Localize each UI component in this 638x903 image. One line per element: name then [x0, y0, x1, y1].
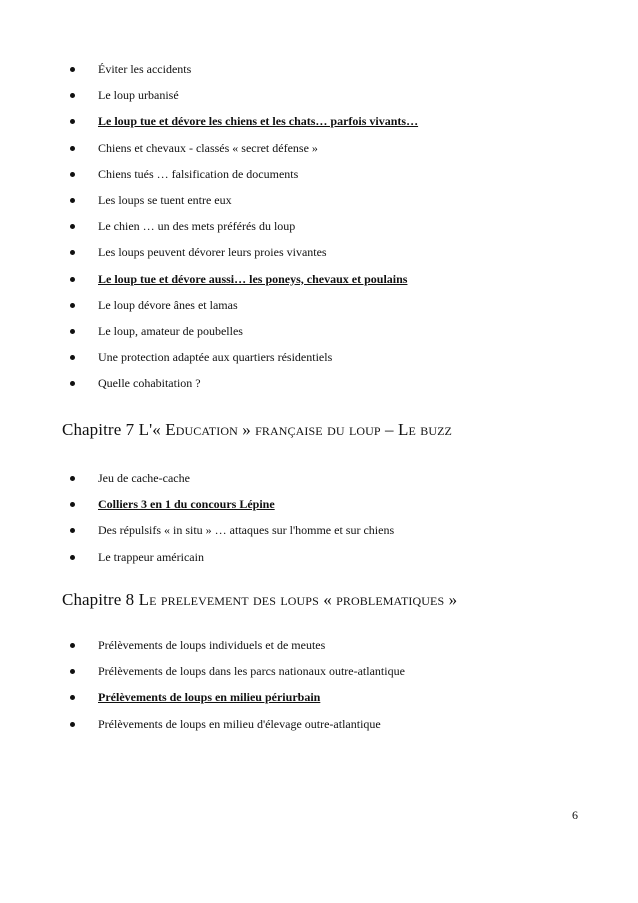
bullet-icon [70, 277, 75, 282]
list-item-text-emphasized: Prélèvements de loups en milieu périurbain [98, 690, 321, 705]
list-item [64, 465, 604, 491]
bullet-icon [70, 198, 75, 203]
bullet-list-chapter7 [64, 465, 604, 570]
chapter-7-title: Education » française du loup – Le buzz [165, 420, 452, 439]
list-item [64, 370, 604, 396]
bullet-list-chapter6 [64, 56, 604, 396]
list-item [64, 56, 604, 82]
bullet-icon [70, 119, 75, 124]
list-item-text-emphasized: Colliers 3 en 1 du concours Lépine [98, 497, 275, 512]
list-item [64, 213, 604, 239]
chapter-8-prefix: Chapitre 8 [62, 590, 139, 609]
list-item [64, 344, 604, 370]
list-item [64, 239, 604, 265]
list-item [64, 187, 604, 213]
bullet-icon [70, 67, 75, 72]
list-item [64, 491, 604, 517]
list-item-text: Le trappeur américain [98, 549, 204, 564]
chapter-7-prefix: Chapitre 7 L'« [62, 420, 166, 439]
bullet-list-chapter8 [64, 632, 604, 737]
list-item-text: Le loup dévore ânes et lamas [98, 297, 238, 312]
list-item-text: Une protection adaptée aux quartiers résidentiels [98, 350, 333, 365]
bullet-icon [70, 643, 75, 648]
bullet-icon [70, 528, 75, 533]
bullet-icon [70, 381, 75, 386]
list-item-text: Prélèvements de loups dans les parcs nationaux outre-atlantique [98, 664, 405, 679]
list-item-text: Le loup, amateur de poubelles [98, 323, 243, 338]
bullet-icon [70, 329, 75, 334]
bullet-icon [70, 555, 75, 560]
list-item [64, 544, 604, 570]
list-item-text: Les loups peuvent dévorer leurs proies vivantes [98, 245, 327, 260]
list-item-text: Prélèvements de loups individuels et de meutes [98, 638, 326, 652]
list-item [64, 711, 604, 737]
bullet-icon [70, 93, 75, 98]
page-number: 6 [572, 808, 578, 822]
bullet-icon [70, 502, 75, 507]
bullet-icon [70, 172, 75, 177]
list-item [64, 517, 604, 543]
list-item-text: Les loups se tuent entre eux [98, 192, 232, 207]
list-item [64, 292, 604, 318]
list-item-text: Chiens tués … falsification de documents [98, 166, 299, 181]
list-item-text: Le chien … un des mets préférés du loup [98, 219, 296, 234]
bullet-icon [70, 224, 75, 229]
list-item-text: Le loup urbanisé [98, 88, 179, 103]
bullet-icon [70, 722, 75, 727]
list-item-text: Éviter les accidents [98, 62, 192, 76]
list-item [64, 161, 604, 187]
list-item-text-emphasized: Le loup tue et dévore les chiens et les chats… parfois vivants… [98, 114, 419, 129]
list-item-text: Des répulsifs « in situ » … attaques sur l'homme et sur chiens [98, 523, 395, 538]
chapter-8-heading [62, 589, 457, 611]
list-item [64, 684, 604, 710]
bullet-icon [70, 669, 75, 674]
list-item-text: Quelle cohabitation ? [98, 376, 201, 391]
bullet-icon [70, 146, 75, 151]
list-item [64, 266, 604, 292]
list-item-text-emphasized: Le loup tue et dévore aussi… les poneys, chevaux et poulains [98, 271, 408, 286]
list-item-text: Prélèvements de loups en milieu d'élevage outre-atlantique [98, 716, 381, 731]
bullet-icon [70, 695, 75, 700]
list-item-text: Chiens et chevaux - classés « secret défense » [98, 140, 318, 155]
list-item [64, 135, 604, 161]
list-item [64, 82, 604, 108]
chapter-7-heading [62, 419, 452, 441]
list-item [64, 632, 604, 658]
list-item [64, 108, 604, 134]
chapter-8-title: Le prelevement des loups « problematiques » [138, 590, 458, 609]
list-item-text: Jeu de cache-cache [98, 471, 190, 485]
bullet-icon [70, 355, 75, 360]
bullet-icon [70, 303, 75, 308]
list-item [64, 658, 604, 684]
list-item [64, 318, 604, 344]
bullet-icon [70, 250, 75, 255]
bullet-icon [70, 476, 75, 481]
